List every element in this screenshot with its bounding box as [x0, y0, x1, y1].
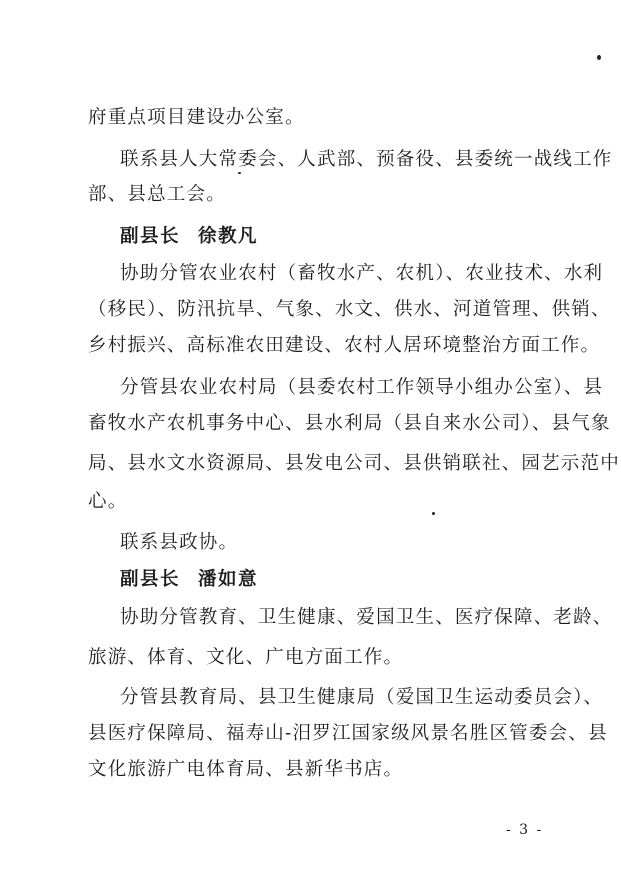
scan-speck [238, 172, 241, 174]
scan-speck [432, 512, 435, 515]
text-line: 畜牧水产农机事务中心、县水利局（县自来水公司）、县气象 [88, 413, 611, 434]
text-line: 部、县总工会。 [88, 184, 226, 205]
text-line: 局、县水文水资源局、县发电公司、县供销联社、园艺示范中 [88, 453, 620, 474]
text-line: 协助分管农业农村（畜牧水产、农机）、农业技术、水利 [120, 263, 604, 284]
text-line: 文化旅游广电体育局、县新华书店。 [88, 759, 404, 780]
text-line: 分管县教育局、县卫生健康局（爱国卫生运动委员会）、 [120, 687, 604, 708]
official-heading [120, 568, 258, 592]
text-line: 分管县农业农村局（县委农村工作领导小组办公室）、县 [120, 377, 604, 398]
official-title: 副县长 [120, 226, 181, 247]
text-line: 乡村振兴、高标准农田建设、农村人居环境整治方面工作。 [88, 335, 601, 356]
page-number: - 3 - [506, 822, 544, 838]
official-heading [120, 225, 258, 249]
text-line: 心。 [88, 491, 128, 512]
text-line: 县医疗保障局、福寿山-汨罗江国家级风景名胜区管委会、县 [88, 723, 608, 744]
text-line: （移民）、防汛抗旱、气象、水文、供水、河道管理、供销、 [88, 299, 611, 320]
official-name: 潘如意 [198, 569, 259, 590]
text-line: 协助分管教育、卫生健康、爱国卫生、医疗保障、老龄、 [120, 607, 613, 628]
text-line: 联系县人大常委会、人武部、预备役、县委统一战线工作 [120, 149, 613, 170]
official-name: 徐教凡 [198, 226, 259, 247]
text-line: 联系县政协。 [120, 532, 239, 553]
official-title: 副县长 [120, 569, 181, 590]
text-line: 府重点项目建设办公室。 [88, 107, 305, 128]
text-line: 旅游、体育、文化、广电方面工作。 [88, 647, 404, 668]
scan-speck [597, 55, 601, 60]
